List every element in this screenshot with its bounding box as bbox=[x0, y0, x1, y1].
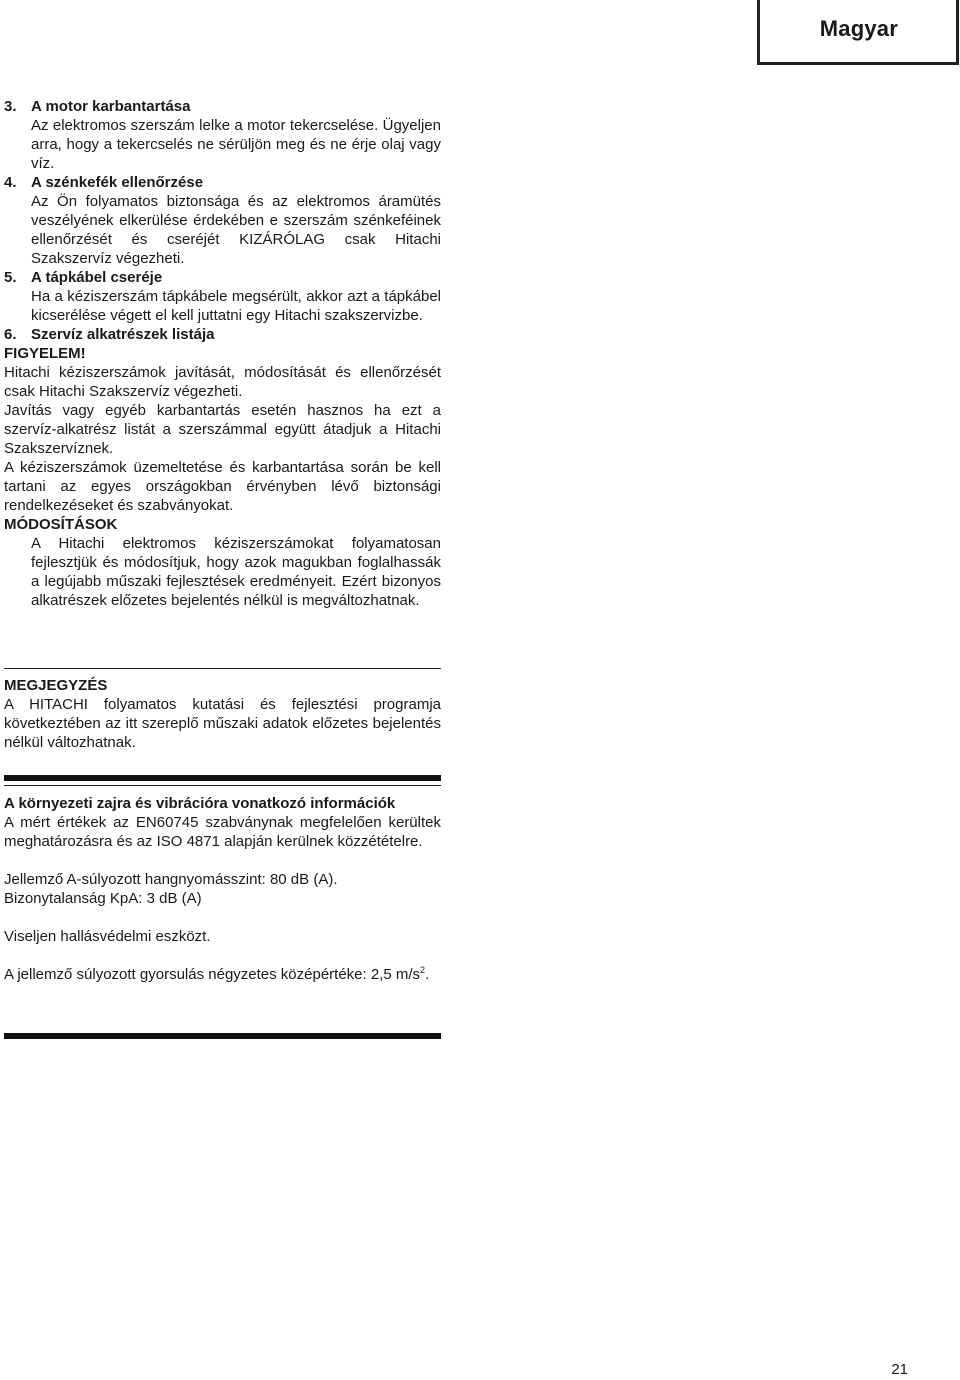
note-title: MEGJEGYZÉS bbox=[4, 677, 108, 694]
item-power-cord bbox=[4, 268, 441, 325]
item-title: A motor karbantartása bbox=[31, 98, 191, 115]
separator-rule bbox=[4, 785, 441, 786]
separator-thick-rule bbox=[4, 775, 441, 781]
item-title: Szervíz alkatrészek listája bbox=[31, 326, 215, 343]
environment-section bbox=[4, 794, 441, 984]
warning-title: FIGYELEM! bbox=[4, 345, 86, 362]
item-number: 5. bbox=[4, 269, 17, 286]
environment-intro: A mért értékek az EN60745 szabványnak megfelelően kerültek meghatározásra és az ISO 4871 alapján kerülnek közzétételre. bbox=[4, 814, 441, 850]
item-number: 3. bbox=[4, 98, 17, 115]
item-carbon-brushes bbox=[4, 173, 441, 268]
vibration-value: A jellemző súlyozott gyorsulás négyzetes középértéke: 2,5 $m/s^2$. bbox=[4, 965, 430, 983]
item-number: 4. bbox=[4, 174, 17, 191]
language-tab bbox=[757, 0, 959, 65]
language-label: Magyar bbox=[819, 16, 898, 41]
item-text: Az Ön folyamatos biztonsága és az elektromos áramütés veszélyének elkerülése érdekében e szerszám szénkeféinek ellenőrzését és cseréjét KIZÁRÓLAG csak Hitachi Szakszervíz végezheti. bbox=[31, 193, 441, 267]
note-text: A HITACHI folyamatos kutatási és fejlesztési programja következtében az itt szereplő műszaki adatok előzetes bejelentés nélkül változhatnak. bbox=[4, 696, 441, 751]
separator-thick-rule bbox=[4, 1033, 441, 1039]
modifications-title: MÓDOSÍTÁSOK bbox=[4, 516, 118, 533]
item-parts-list bbox=[4, 325, 441, 344]
warning-paragraph: A kéziszerszámok üzemeltetése és karbantartása során be kell tartani az egyes országokban érvényben lévő biztonsági rendelkezéseket és szabványokat. bbox=[4, 459, 441, 514]
hearing-protection: Viseljen hallásvédelmi eszközt. bbox=[4, 928, 211, 945]
separator-rule bbox=[4, 668, 441, 669]
uncertainty: Bizonytalanság KpA: 3 dB (A) bbox=[4, 890, 202, 907]
item-title: A szénkefék ellenőrzése bbox=[31, 174, 204, 191]
maintenance-section bbox=[4, 97, 441, 610]
warning-paragraph: Hitachi kéziszerszámok javítását, módosítását és ellenőrzését csak Hitachi Szakszervíz végezheti. bbox=[4, 364, 441, 400]
note-section bbox=[4, 676, 441, 752]
item-title: A tápkábel cseréje bbox=[31, 269, 163, 286]
modifications-text: A Hitachi elektromos kéziszerszámokat folyamatosan fejlesztjük és módosítjuk, hogy azok magukban foglalhassák a legújabb műszaki fejlesztések eredményeit. Ezért bizonyos alkatrészek előzetes bejelentés nélkül is megváltozhatnak. bbox=[31, 535, 441, 609]
warning-paragraph: Javítás vagy egyéb karbantartás esetén hasznos ha ezt a szervíz-alkatrész listát a szerszámmal együtt átadjuk a Hitachi Szakszervíznek. bbox=[4, 402, 441, 457]
item-number: 6. bbox=[4, 326, 17, 343]
sound-pressure: Jellemző A-súlyozott hangnyomásszint: 80 dB (A). bbox=[4, 871, 338, 888]
environment-title: A környezeti zajra és vibrációra vonatkozó információk bbox=[4, 795, 396, 812]
item-text: Az elektromos szerszám lelke a motor tekercselése. Ügyeljen arra, hogy a tekercselés ne sérüljön meg és ne érje olaj vagy víz. bbox=[31, 117, 441, 172]
item-text: Ha a kéziszerszám tápkábele megsérült, akkor azt a tápkábel kicserélése végett el kell juttatni egy Hitachi szakszervizbe. bbox=[31, 288, 441, 324]
item-motor bbox=[4, 97, 441, 173]
page-number: 21 bbox=[891, 1361, 908, 1378]
